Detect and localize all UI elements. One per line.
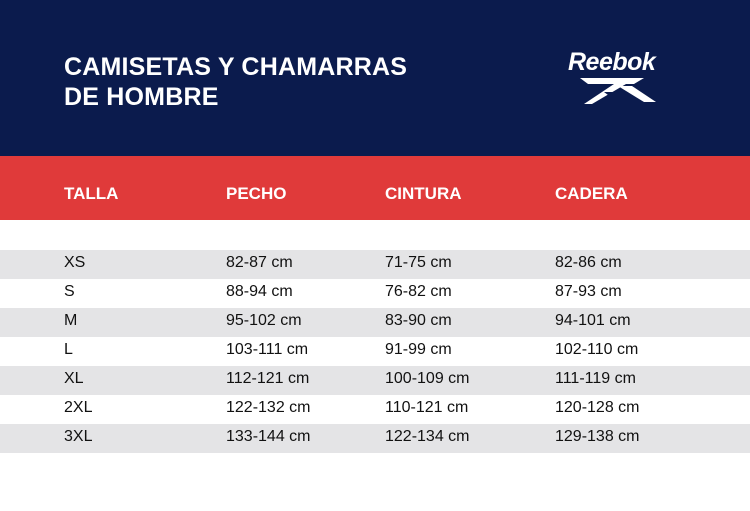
waist-cell: 110-121 cm [385, 399, 469, 416]
hip-cell: 94-101 cm [555, 312, 631, 329]
table-row [0, 250, 750, 279]
brand-name: Reebok [568, 48, 656, 76]
table-row [0, 424, 750, 453]
title-line-1: CAMISETAS Y CHAMARRAS [64, 53, 408, 81]
size-cell: S [64, 283, 75, 300]
size-cell: XL [64, 370, 84, 387]
column-header-pecho: PECHO [226, 184, 287, 203]
chest-cell: 82-87 cm [226, 254, 293, 271]
size-cell: 3XL [64, 428, 93, 445]
hip-cell: 87-93 cm [555, 283, 622, 300]
table-row [0, 337, 750, 366]
size-cell: 2XL [64, 399, 93, 416]
table-row [0, 395, 750, 424]
waist-cell: 100-109 cm [385, 370, 470, 387]
column-header-cintura: CINTURA [385, 184, 462, 203]
waist-cell: 71-75 cm [385, 254, 452, 271]
page-title [64, 52, 407, 112]
waist-cell: 91-99 cm [385, 341, 452, 358]
waist-cell: 83-90 cm [385, 312, 452, 329]
size-cell: XS [64, 254, 86, 271]
size-cell: M [64, 312, 78, 329]
chest-cell: 112-121 cm [226, 370, 310, 387]
hip-cell: 129-138 cm [555, 428, 640, 445]
hip-cell: 82-86 cm [555, 254, 622, 271]
brand-logo [568, 48, 692, 108]
hip-cell: 120-128 cm [555, 399, 640, 416]
chest-cell: 88-94 cm [226, 283, 293, 300]
waist-cell: 76-82 cm [385, 283, 452, 300]
chest-cell: 133-144 cm [226, 428, 311, 445]
hip-cell: 111-119 cm [555, 370, 636, 387]
size-cell: L [64, 341, 73, 358]
chest-cell: 103-111 cm [226, 341, 309, 358]
header-banner [0, 0, 750, 156]
hip-cell: 102-110 cm [555, 341, 639, 358]
column-header-talla: TALLA [64, 184, 119, 203]
table-row [0, 279, 750, 308]
table-header [0, 156, 750, 220]
chest-cell: 95-102 cm [226, 312, 302, 329]
table-row [0, 366, 750, 395]
waist-cell: 122-134 cm [385, 428, 470, 445]
vector-logo-icon [574, 76, 658, 106]
size-table [0, 250, 750, 453]
title-line-2: DE HOMBRE [64, 83, 219, 111]
table-row [0, 308, 750, 337]
column-header-cadera: CADERA [555, 184, 628, 203]
chest-cell: 122-132 cm [226, 399, 311, 416]
